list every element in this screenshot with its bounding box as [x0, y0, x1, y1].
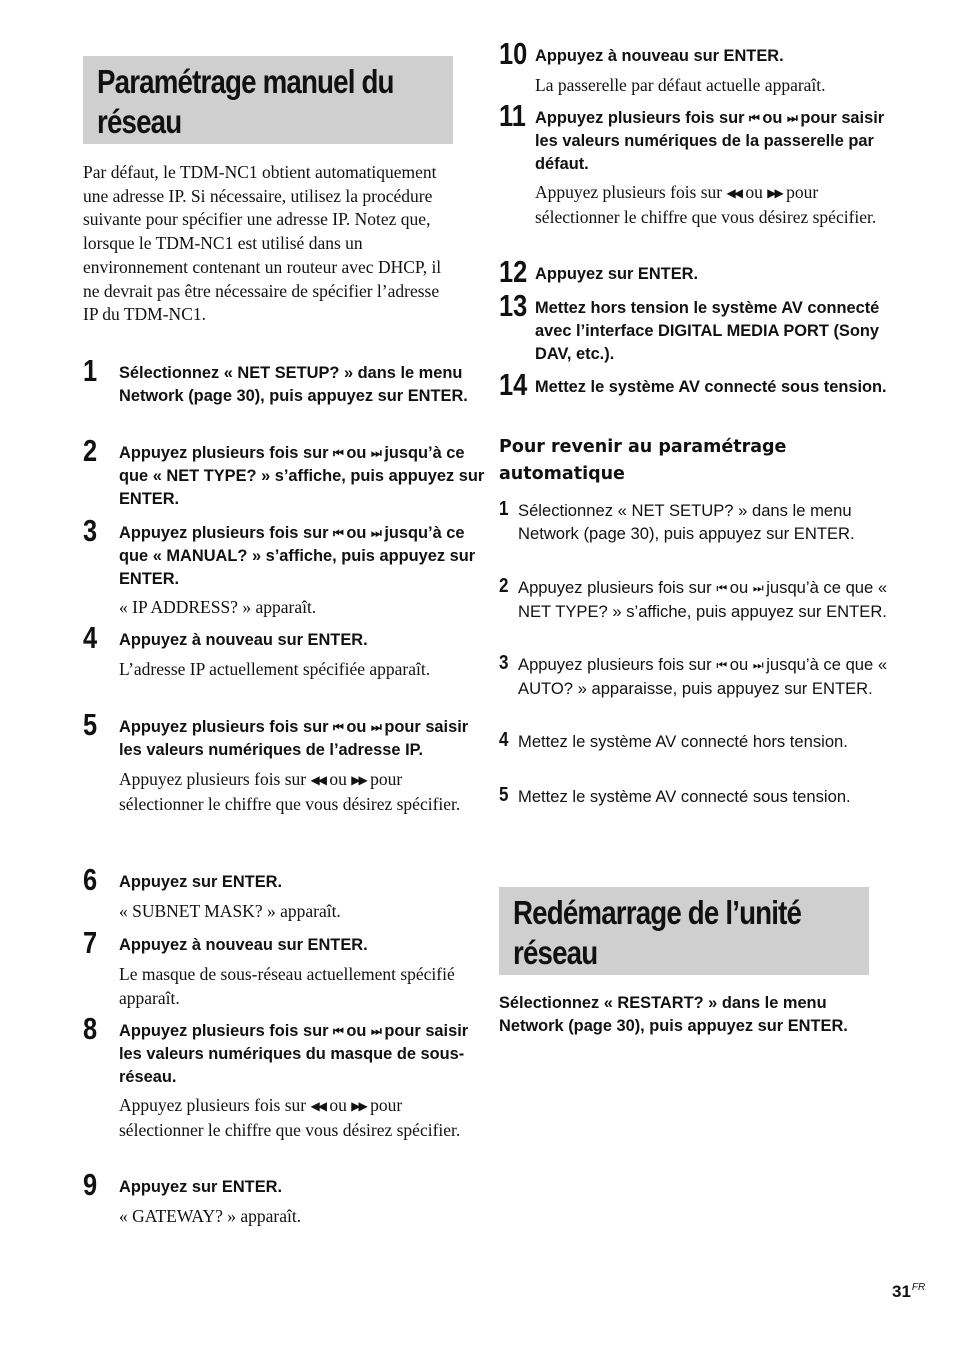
rewind-icon: ◀◀	[310, 772, 325, 787]
step-14	[499, 367, 905, 402]
step-instruction: Appuyez plusieurs fois sur ⏮ ou ⏭ jusqu’à ce que « MANUAL? » s’affiche, puis appuyez sur ENTER.	[119, 524, 476, 588]
step-instruction: Appuyez sur ENTER.	[119, 1178, 283, 1196]
step-number: 9	[83, 1167, 98, 1202]
auto-step-4	[499, 730, 888, 753]
step-note: Appuyez plusieurs fois sur ◀◀ ou ▶▶ pour sélectionner le chiffre que vous désirez spécifier.	[119, 768, 461, 814]
step-13	[499, 288, 905, 365]
step-number: 12	[499, 254, 528, 289]
step-number: 3	[83, 513, 98, 548]
auto-step-5	[499, 785, 888, 808]
step-3	[83, 513, 489, 619]
step-number: 4	[83, 620, 98, 655]
step-note: « GATEWAY? » apparaît.	[119, 1205, 302, 1226]
fast-forward-icon: ▶▶	[351, 772, 366, 787]
language-code: FR	[911, 1282, 926, 1294]
step-note: L’adresse IP actuellement spécifiée apparaît.	[119, 658, 431, 679]
step-number: 4	[499, 729, 509, 751]
step-2	[83, 433, 489, 510]
step-5	[83, 707, 489, 816]
auto-step-3	[499, 653, 888, 700]
skip-previous-icon: ⏮	[749, 111, 758, 125]
step-instruction: Mettez le système AV connecté sous tension.	[535, 378, 887, 396]
step-text: Mettez le système AV connecté sous tension.	[518, 787, 851, 806]
step-7	[83, 925, 489, 1010]
step-instruction: Appuyez à nouveau sur ENTER.	[119, 631, 368, 649]
step-number: 11	[499, 98, 526, 133]
skip-next-icon: ⏭	[752, 581, 762, 595]
step-12	[499, 254, 905, 289]
step-instruction: Appuyez plusieurs fois sur ⏮ ou ⏭ pour saisir les valeurs numériques du masque de sous-réseau.	[119, 1022, 469, 1086]
step-text: Appuyez plusieurs fois sur ⏮ ou ⏭ jusqu’à ce que « NET TYPE? » s’affiche, puis appuyez sur ENTER.	[518, 578, 888, 621]
step-instruction: Appuyez à nouveau sur ENTER.	[535, 47, 784, 65]
skip-next-icon: ⏭	[752, 658, 762, 672]
step-number: 2	[499, 575, 509, 597]
step-instruction: Appuyez sur ENTER.	[119, 873, 283, 891]
heading-text: Redémarrage de l’unité réseau	[513, 894, 802, 971]
step-1	[83, 353, 489, 408]
step-instruction: Sélectionnez « NET SETUP? » dans le menu Network (page 30), puis appuyez sur ENTER.	[119, 364, 468, 405]
fast-forward-icon: ▶▶	[351, 1099, 366, 1114]
section-heading-restart	[499, 887, 869, 975]
skip-previous-icon: ⏮	[333, 446, 342, 460]
auto-step-2	[499, 576, 888, 623]
rewind-icon: ◀◀	[310, 1099, 325, 1114]
skip-next-icon: ⏭	[370, 720, 380, 734]
rewind-icon: ◀◀	[726, 186, 741, 201]
step-number: 14	[499, 367, 528, 402]
skip-next-icon: ⏭	[370, 446, 380, 460]
step-note: « SUBNET MASK? » apparaît.	[119, 900, 341, 921]
step-instruction: Appuyez plusieurs fois sur ⏮ ou ⏭ jusqu’à ce que « NET TYPE? » s’affiche, puis appuyez sur ENTER.	[119, 444, 485, 508]
step-text: Mettez le système AV connecté hors tension.	[518, 732, 848, 751]
step-instruction: Mettez hors tension le système AV connecté avec l’interface DIGITAL MEDIA PORT (Sony DAV, etc.).	[535, 299, 880, 363]
skip-next-icon: ⏭	[370, 1024, 380, 1038]
step-9	[83, 1167, 489, 1228]
restart-instruction: Sélectionnez « RESTART? » dans le menu Network (page 30), puis appuyez sur ENTER.	[499, 994, 848, 1035]
intro-paragraph: Par défaut, le TDM-NC1 obtient automatiquement une adresse IP. Si nécessaire, utilisez la procédure suivante pour spécifier une adresse IP. Notez que, lorsque le TDM-NC1 est utilisé dans un environnement contenant un routeur avec DHCP, il ne devrait pas être nécessaire de spécifier l’adresse IP du TDM-NC1.	[83, 162, 442, 325]
step-number: 13	[499, 288, 528, 323]
step-instruction: Appuyez plusieurs fois sur ⏮ ou ⏭ pour saisir les valeurs numériques de l’adresse IP.	[119, 718, 469, 759]
step-number: 3	[499, 652, 509, 674]
step-11	[499, 98, 905, 229]
step-instruction: Appuyez sur ENTER.	[535, 265, 699, 283]
auto-step-1	[499, 499, 888, 545]
step-text: Sélectionnez « NET SETUP? » dans le menu Network (page 30), puis appuyez sur ENTER.	[518, 501, 855, 543]
skip-previous-icon: ⏮	[333, 720, 342, 734]
section-heading-manual-network	[83, 56, 453, 144]
skip-previous-icon: ⏮	[333, 526, 342, 540]
step-note: Appuyez plusieurs fois sur ◀◀ ou ▶▶ pour sélectionner le chiffre que vous désirez spécifier.	[535, 182, 877, 228]
skip-previous-icon: ⏮	[333, 1024, 342, 1038]
step-number: 7	[83, 925, 98, 960]
step-instruction: Appuyez à nouveau sur ENTER.	[119, 936, 368, 954]
step-instruction: Appuyez plusieurs fois sur ⏮ ou ⏭ pour saisir les valeurs numériques de la passerelle par défaut.	[535, 109, 885, 173]
step-10	[499, 36, 905, 97]
skip-next-icon: ⏭	[786, 111, 796, 125]
step-note: Le masque de sous-réseau actuellement spécifié apparaît.	[119, 963, 455, 1008]
fast-forward-icon: ▶▶	[767, 186, 782, 201]
skip-previous-icon: ⏮	[716, 581, 726, 595]
skip-previous-icon: ⏮	[716, 658, 726, 672]
page-number: $31^{FR}$	[892, 1282, 926, 1301]
step-4	[83, 620, 489, 681]
subheading-auto-setup: Pour revenir au paramétrage automatique	[499, 437, 787, 484]
step-number: 5	[499, 784, 509, 806]
heading-text: Paramétrage manuel du réseau	[97, 63, 394, 140]
step-number: 1	[499, 498, 509, 520]
skip-next-icon: ⏭	[370, 526, 380, 540]
step-note: La passerelle par défaut actuelle apparaît.	[535, 74, 826, 95]
step-number: 10	[499, 36, 528, 71]
step-8	[83, 1011, 489, 1142]
step-number: 8	[83, 1011, 98, 1046]
step-text: Appuyez plusieurs fois sur ⏮ ou ⏭ jusqu’à ce que « AUTO? » apparaisse, puis appuyez sur ENTER.	[518, 655, 888, 698]
step-6	[83, 862, 489, 923]
step-number: 2	[83, 433, 98, 468]
step-number: 1	[83, 353, 98, 388]
step-note: « IP ADDRESS? » apparaît.	[119, 597, 317, 618]
step-number: 6	[83, 862, 98, 897]
step-number: 5	[83, 707, 98, 742]
step-note: Appuyez plusieurs fois sur ◀◀ ou ▶▶ pour sélectionner le chiffre que vous désirez spécifier.	[119, 1095, 461, 1141]
